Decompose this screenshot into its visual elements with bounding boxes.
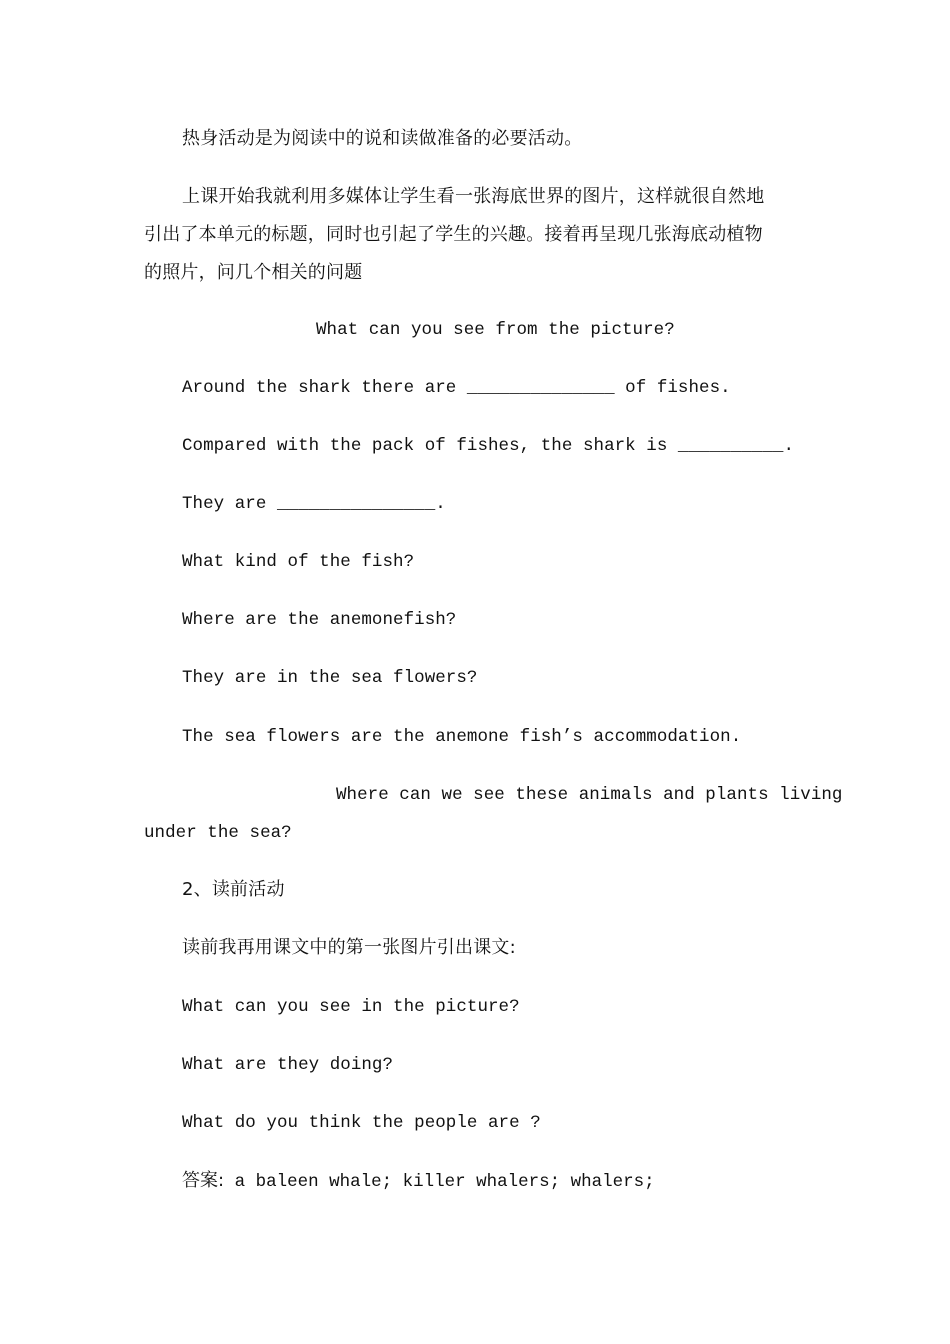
question-where-anemonefish: Where are the anemonefish? [182,610,457,630]
statement-accommodation: The sea flowers are the anemone fish’s accommodation. [182,727,742,747]
question-around-shark: Around the shark there are ______________ of fishes. [182,378,731,398]
prereading-question-3: What do you think the people are ? [182,1113,541,1133]
intro-paragraph-line-3: 的照片，问几个相关的问题 [144,262,363,283]
question-picture: What can you see from the picture? [316,320,675,340]
warmup-note: 热身活动是为阅读中的说和读做准备的必要活动。 [182,128,583,149]
answer-line [182,1169,655,1194]
question-they-are: They are _______________. [182,494,446,514]
answer-text: a baleen whale; killer whalers; whalers; [224,1172,655,1192]
section-heading-prereading: 2、读前活动 [182,879,285,900]
intro-paragraph-line-2: 引出了本单元的标题，同时也引起了学生的兴趣。接着再呈现几张海底动植物 [144,224,763,245]
answer-label: 答案: [182,1170,225,1191]
question-where-animals-line-2: under the sea? [144,823,292,843]
question-compared-shark: Compared with the pack of fishes, the shark is __________. [182,436,794,456]
prereading-intro: 读前我再用课文中的第一张图片引出课文: [182,937,516,958]
question-where-animals-line-1: Where can we see these animals and plants living [336,785,843,805]
intro-paragraph-line-1: 上课开始我就利用多媒体让学生看一张海底世界的图片，这样就很自然地 [182,186,765,207]
question-kind-of-fish: What kind of the fish? [182,552,415,572]
prereading-question-2: What are they doing? [182,1055,394,1075]
prereading-question-1: What can you see in the picture? [182,997,520,1017]
question-sea-flowers: They are in the sea flowers? [182,668,478,688]
